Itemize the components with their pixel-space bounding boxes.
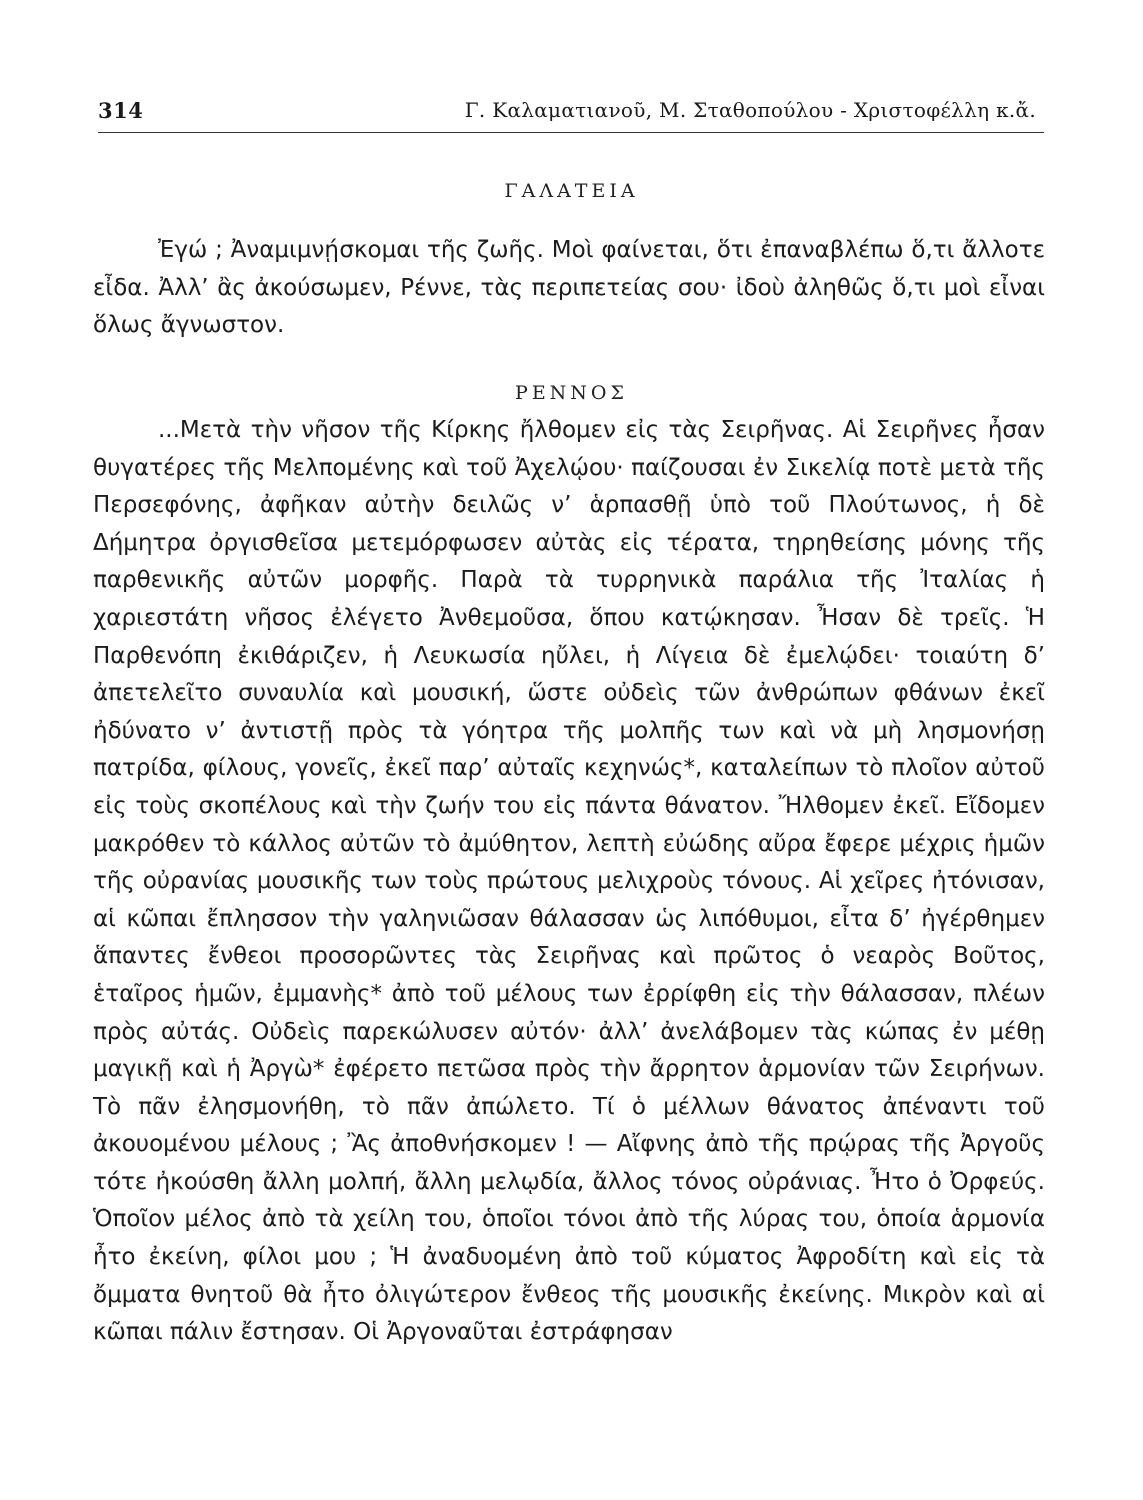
speaker-heading-galateia: ΓΑΛΑΤΕΙΑ bbox=[504, 180, 639, 202]
paragraph: ...Μετὰ τὴν νῆσον τῆς Κίρκης ἤλθομεν εἰς τὰς Σειρῆνας. Αἱ Σειρῆνες ἦσαν θυγατέρες τῆς Μελπομένης καὶ τοῦ Ἀχελῴου· παίζουσαι ἐν Σικελίᾳ ποτὲ μετὰ τῆς Περσεφόνης, ἀφῆκαν αὐτὴν δειλῶς ν’ ἁρπασθῇ ὑπὸ τοῦ Πλούτωνος, ἡ δὲ Δήμητρα ὀργισθεῖσα μετεμόρφωσεν αὐτὰς εἰς τέρατα, τηρηθείσης μόνης τῆς παρθενικῆς αὐτῶν μορφῆς. Παρὰ τὰ τυρρηνικὰ παράλια τῆς Ἰταλίας ἡ χαριεστάτη νῆσος ἐλέγετο Ἀνθεμοῦσα, ὅπου κατῴκησαν. Ἦσαν δὲ τρεῖς. Ἡ Παρθενόπη ἐκιθάριζεν, ἡ Λευκωσία ηὔλει, ἡ Λίγεια δὲ ἐμελῴδει· τοιαύτη δ’ ἀπετελεῖτο συναυλία καὶ μουσική, ὥστε οὐδεὶς τῶν ἀνθρώπων φθάνων ἐκεῖ ἠδύνατο ν’ ἀντιστῇ πρὸς τὰ γόητρα τῆς μολπῆς των καὶ νὰ μὴ λησμονήσῃ πατρίδα, φίλους, γονεῖς, ἐκεῖ παρ’ αὐταῖς κεχηνώς*, καταλείπων τὸ πλοῖον αὐτοῦ εἰς τοὺς σκοπέλους καὶ τὴν ζωήν του εἰς πάντα θάνατον. Ἤλθομεν ἐκεῖ. Εἴδομεν μακρόθεν τὸ κάλλος αὐτῶν τὸ ἀμύθητον, λεπτὴ εὐώδης αὔρα ἔφερε μέχρις ἡμῶν τῆς οὐρανίας μουσικῆς των τοὺς πρώτους μελιχροὺς τόνους. Αἱ χεῖρες ἠτόνισαν, αἱ κῶπαι ἔπλησσον τὴν γαληνιῶσαν θάλασσαν ὡς λιπόθυμοι, εἶτα δ’ ἠγέρθημεν ἅπαντες ἔνθεοι προσορῶντες τὰς Σειρῆνας καὶ πρῶτος ὁ νεαρὸς Βοῦτος, ἑταῖρος ἡμῶν, ἐμμανὴς* ἀπὸ τοῦ μέλους των ἐρρίφθη εἰς τὴν θάλασσαν, πλέων πρὸς αὐτάς. Οὐδεὶς παρεκώλυσεν αὐτόν· ἀλλ’ ἀνελάβομεν τὰς κώπας ἐν μέθῃ μαγικῇ καὶ ἡ Ἀργὼ* ἐφέρετο πετῶσα πρὸς τὴν ἄρρητον ἁρμονίαν τῶν Σειρήνων. Τὸ πᾶν ἐλησμονήθη, τὸ πᾶν ἀπώλετο. Τί ὁ μέλλων θάνατος ἀπέναντι τοῦ ἀκουομένου μέλους ; Ἂς ἀποθνήσκομεν ! — Αἴφνης ἀπὸ τῆς πρῴρας τῆς Ἀργοῦς τότε ἠκούσθη ἄλλη μολπή, ἄλλη μελῳδία, ἄλλος τόνος οὐράνιας. Ἦτο ὁ Ὀρφεύς. Ὁποῖον μέλος ἀπὸ τὰ χείλη του, ὁποῖοι τόνοι ἀπὸ τῆς λύρας του, ὁποία ἁρμονία ἦτο ἐκείνη, φίλοι μου ; Ἡ ἀναδυομένη ἀπὸ τοῦ κύματος Ἀφροδίτη καὶ εἰς τὰ ὄμματα θνητοῦ θὰ ἦτο ὀλιγώτερον ἔνθεος τῆς μουσικῆς ἐκείνης. Μικρὸν καὶ αἱ κῶπαι πάλιν ἔστησαν. Οἱ Ἀργοναῦται ἐστράφησαν bbox=[93, 417, 1045, 1346]
page-number: 314 bbox=[98, 98, 144, 123]
galateia-speech bbox=[93, 232, 1045, 345]
paragraph: Ἐγώ ; Ἀναμιμνῄσκομαι τῆς ζωῆς. Μοὶ φαίνεται, ὅτι ἐπαναβλέπω ὅ,τι ἄλλοτε εἶδα. Ἀλλ’ ἂς ἀκούσωμεν, Ρέννε, τὰς περιπετείας σου· ἰδοὺ ἀληθῶς ὅ,τι μοὶ εἶναι ὅλως ἄγνωστον. bbox=[93, 237, 1045, 339]
rennos-speech bbox=[93, 412, 1045, 1352]
page-header bbox=[98, 96, 1044, 133]
running-head: Γ. Καλαματιανοῦ, Μ. Σταθοπούλου - Χριστοφέλλη κ.ἄ. bbox=[464, 98, 1036, 122]
speaker-heading-rennos: ΡΕΝΝΟΣ bbox=[515, 382, 628, 404]
